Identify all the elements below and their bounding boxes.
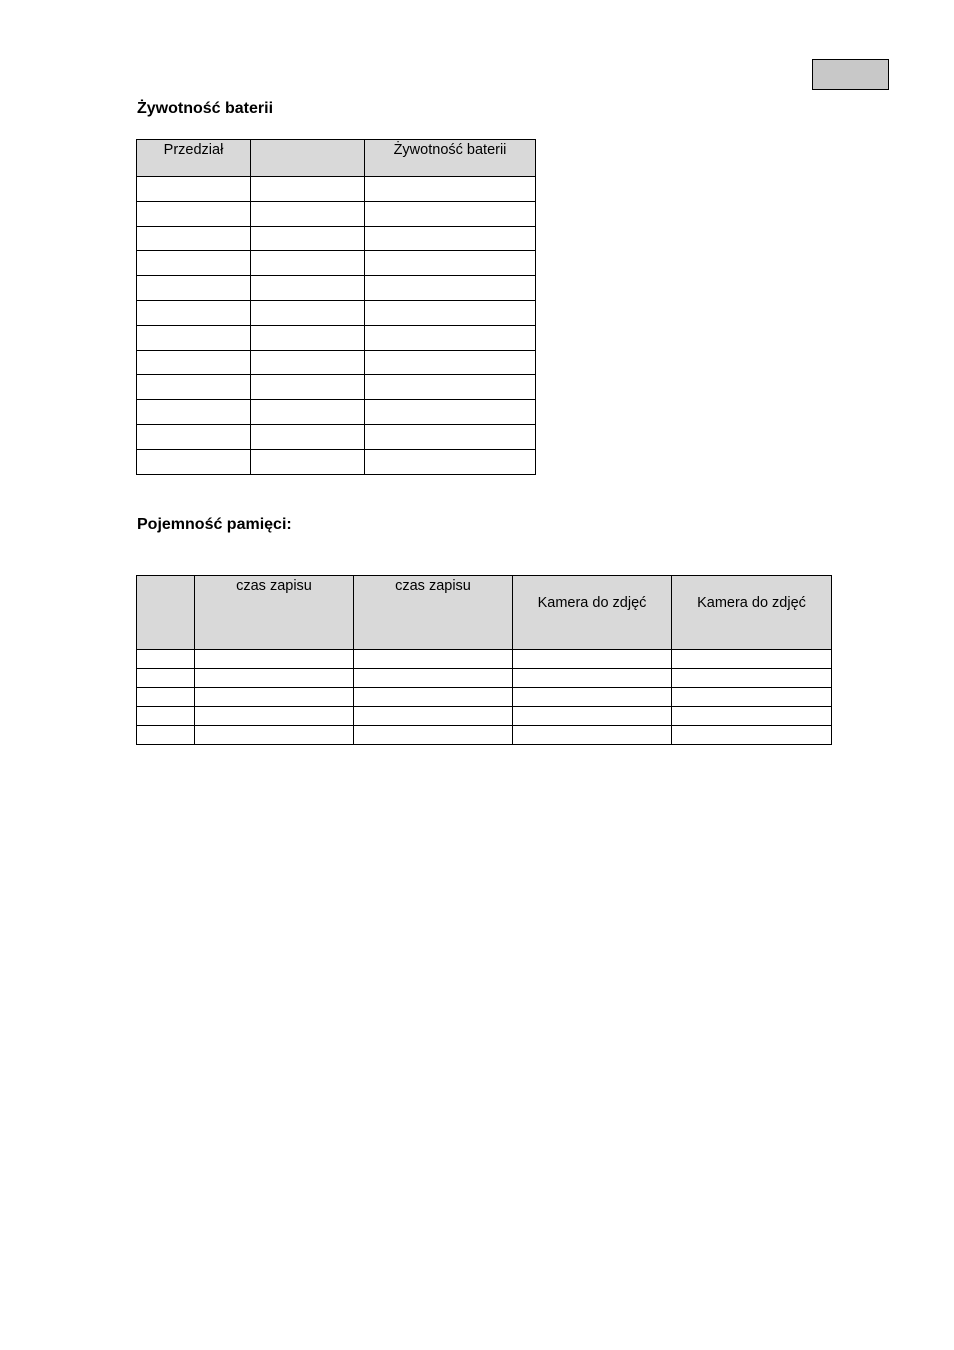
table-cell [195,650,354,669]
header-cell-battery-life: Żywotność baterii [365,140,536,177]
table-cell [365,276,536,301]
header-cell-photo-camera: Kamera do zdjęć [672,576,832,650]
table-cell [513,707,672,726]
table-cell [672,669,832,688]
table-row [137,177,536,202]
table-cell [251,325,365,350]
table-cell [354,669,513,688]
table-cell [365,350,536,375]
table-cell [195,669,354,688]
table-cell [137,726,195,745]
table-cell [365,375,536,400]
table-cell [195,726,354,745]
table-cell [354,688,513,707]
table-cell [137,449,251,474]
memory-capacity-table [136,575,832,745]
table-cell [365,226,536,251]
battery-life-table [136,139,536,475]
table-cell [513,688,672,707]
table-cell [137,300,251,325]
table-cell [251,400,365,425]
table-cell [354,650,513,669]
table-cell [137,400,251,425]
table-cell [365,449,536,474]
table-cell [365,424,536,449]
table-cell [251,375,365,400]
table-cell [354,726,513,745]
battery-life-heading: Żywotność baterii [137,100,274,117]
table-row [137,449,536,474]
table-cell [137,201,251,226]
table-cell [137,177,251,202]
header-cell-interval: Przedział [137,140,251,177]
table-cell [365,177,536,202]
table-row [137,251,536,276]
table-cell [137,650,195,669]
table-cell [251,300,365,325]
table-cell [365,300,536,325]
table-cell [365,201,536,226]
header-cell-recording-time: czas zapisu [195,576,354,650]
table-cell [251,226,365,251]
table-cell [137,226,251,251]
table-row [137,226,536,251]
table-cell [251,201,365,226]
table-header-row [137,576,832,650]
table-cell [365,400,536,425]
table-cell [137,350,251,375]
table-cell [672,688,832,707]
table-row [137,375,536,400]
table-cell [137,424,251,449]
table-cell [672,726,832,745]
table-row [137,201,536,226]
table-cell [251,177,365,202]
language-tab-box [812,59,889,90]
table-cell [195,707,354,726]
header-cell-recording-time: czas zapisu [354,576,513,650]
table-cell [137,688,195,707]
table-cell [251,449,365,474]
table-cell [365,325,536,350]
memory-capacity-heading: Pojemność pamięci: [137,516,292,533]
table-cell [137,707,195,726]
table-row [137,325,536,350]
header-cell-photo-camera: Kamera do zdjęć [513,576,672,650]
header-cell-blank [137,576,195,650]
table-header-row [137,140,536,177]
table-cell [137,251,251,276]
table-cell [365,251,536,276]
table-cell [513,669,672,688]
table-cell [251,251,365,276]
table-cell [513,650,672,669]
table-row [137,424,536,449]
table-cell [251,424,365,449]
table-row [137,300,536,325]
table-cell [137,375,251,400]
table-row [137,726,832,745]
table-cell [251,276,365,301]
table-cell [137,276,251,301]
table-cell [195,688,354,707]
table-row [137,650,832,669]
table-cell [672,650,832,669]
table-cell [672,707,832,726]
table-row [137,276,536,301]
table-cell [251,350,365,375]
table-row [137,688,832,707]
table-row [137,400,536,425]
table-cell [137,325,251,350]
table-cell [354,707,513,726]
table-cell [513,726,672,745]
table-row [137,707,832,726]
table-cell [137,669,195,688]
table-row [137,669,832,688]
table-row [137,350,536,375]
header-cell-blank [251,140,365,177]
